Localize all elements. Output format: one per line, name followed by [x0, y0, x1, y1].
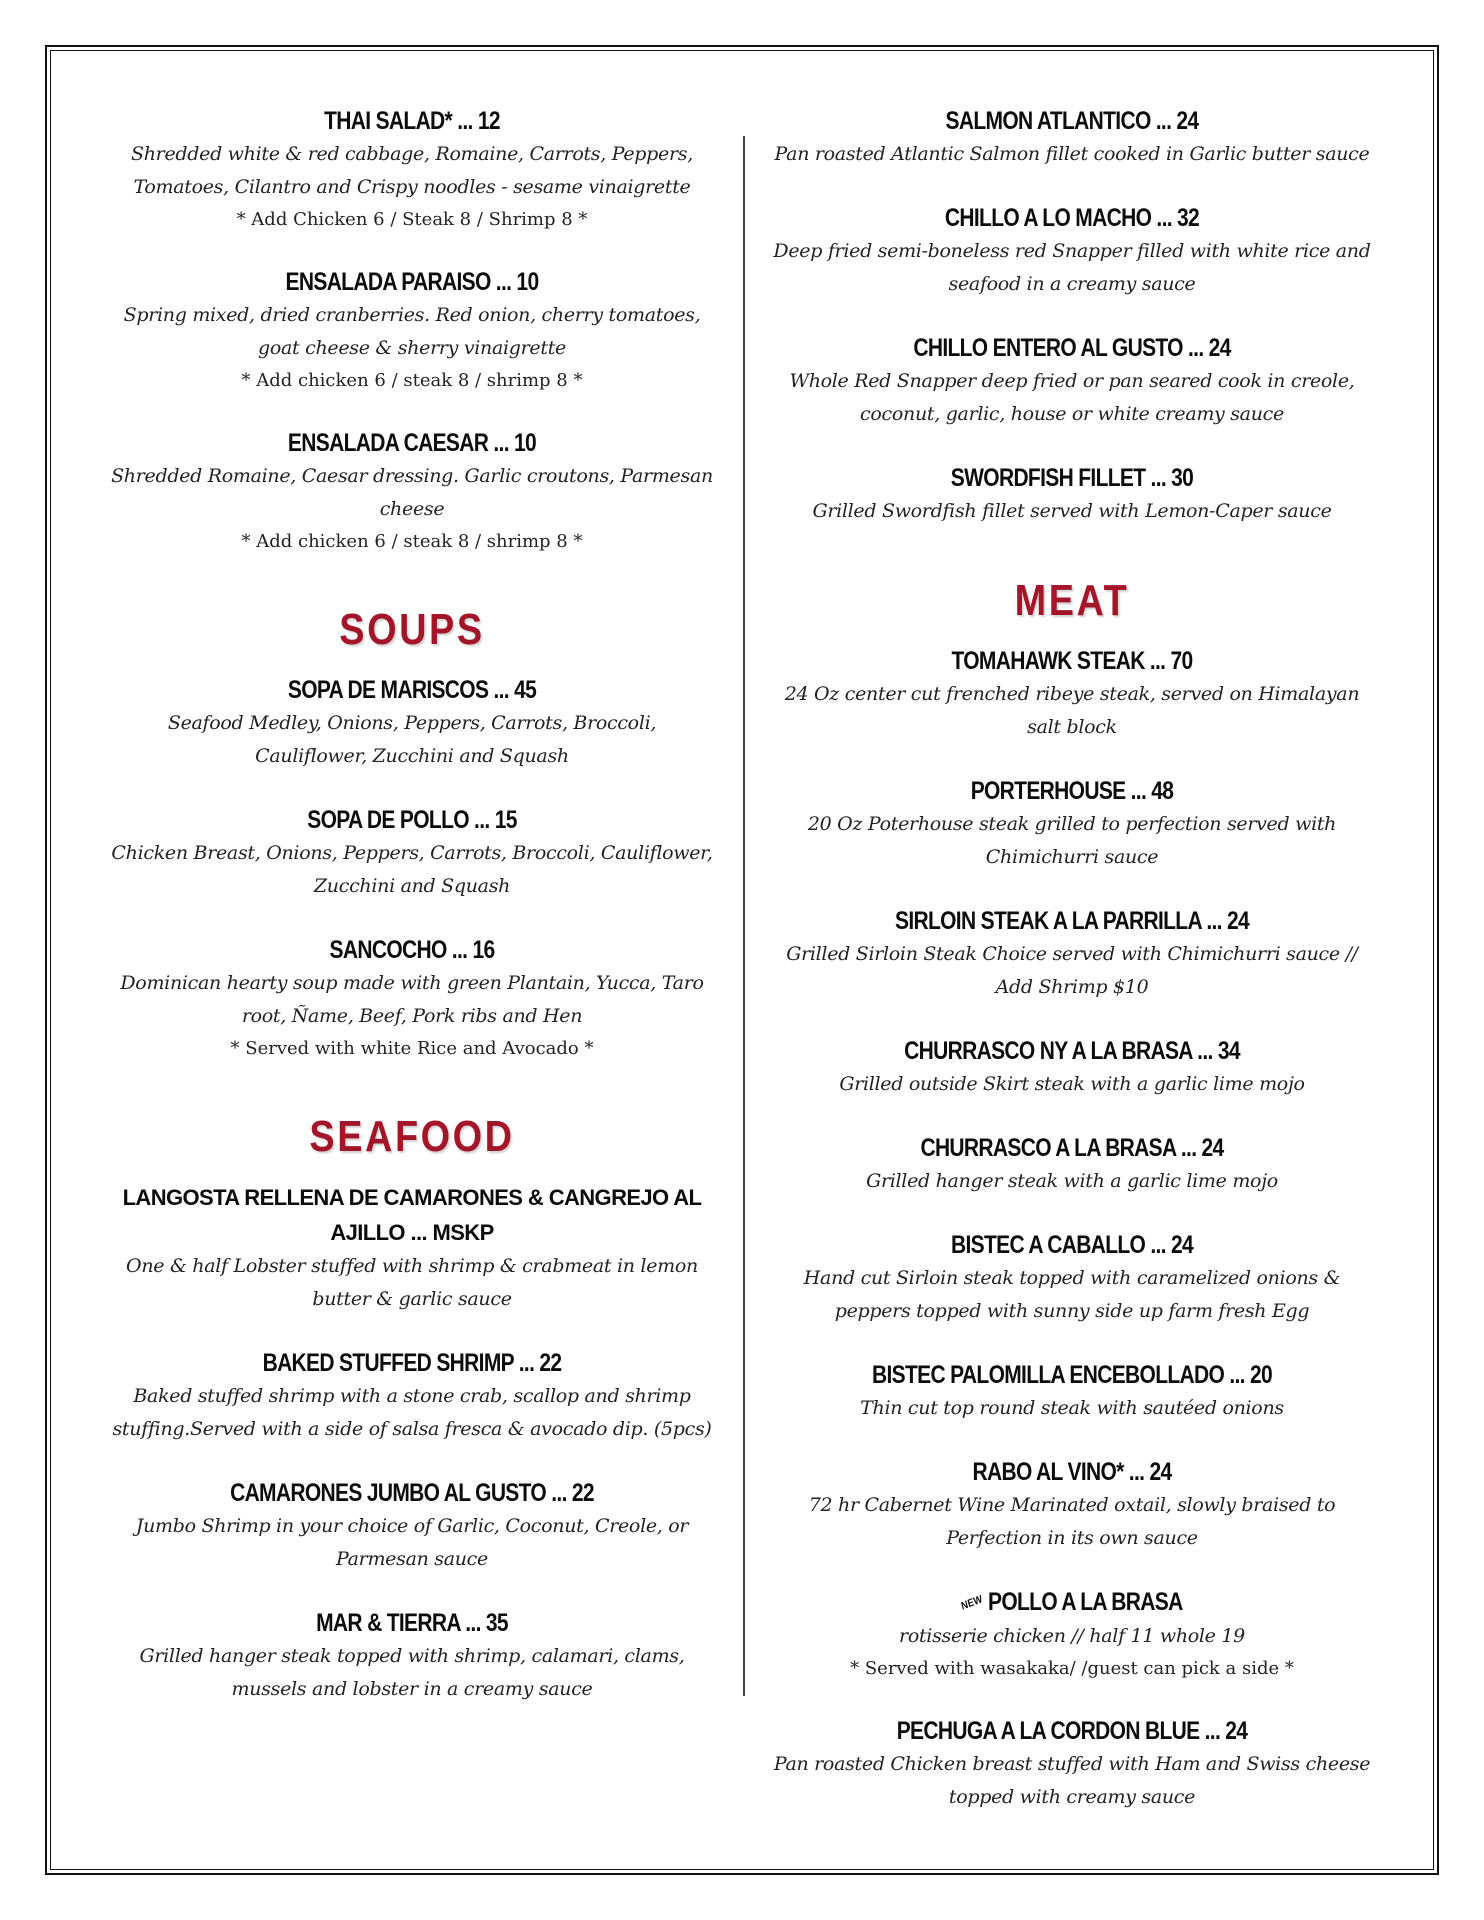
- item-description: rotisserie chicken // half 11 whole 19: [899, 1625, 1245, 1648]
- item-description: Grilled Swordfish fillet served with Lemon-Caper sauce: [812, 500, 1332, 522]
- menu-item: [110, 933, 714, 1064]
- section-title-meat: MEAT: [1014, 576, 1130, 625]
- item-name: CHILLO A LO MACHO ... 32: [944, 204, 1200, 232]
- item-description: Shredded white & red cabbage, Romaine, Carrots, Peppers, Tomatoes, Cilantro and Crispy noodles - sesame vinaigrette: [131, 143, 693, 198]
- item-name: ENSALADA CAESAR ... 10: [287, 429, 537, 457]
- item-description: Grilled Sirloin Steak Choice served with Chimichurri sauce // Add Shrimp $10: [786, 943, 1358, 998]
- item-description: 20 Oz Poterhouse steak grilled to perfection served with Chimichurri sauce: [807, 813, 1337, 868]
- menu-item: [770, 1455, 1374, 1555]
- item-name: CAMARONES JUMBO AL GUSTO ... 22: [230, 1479, 594, 1507]
- item-name: PECHUGA A LA CORDON BLUE ... 24: [896, 1717, 1248, 1746]
- item-description: 72 hr Cabernet Wine Marinated oxtail, slowly braised to Perfection in its own sauce: [808, 1494, 1336, 1549]
- item-description: Pan roasted Atlantic Salmon fillet cooked in Garlic butter sauce: [774, 143, 1370, 165]
- item-name: SOPA DE POLLO ... 15: [307, 806, 517, 834]
- item-name: LANGOSTA RELLENA DE CAMARONES & CANGREJO AL AJILLO ... MSKP: [122, 1185, 702, 1245]
- item-name: PORTERHOUSE ... 48: [970, 777, 1174, 805]
- item-note: * Add Chicken 6 / Steak 8 / Shrimp 8 *: [236, 209, 588, 230]
- new-badge: NEW: [960, 1593, 985, 1614]
- item-description: Baked stuffed shrimp with a stone crab, scallop and shrimp stuffing.Served with a side of salsa fresca & avocado dip. (5pcs): [112, 1385, 712, 1440]
- left-column: [110, 104, 714, 1736]
- item-name: SALMON ATLANTICO ... 24: [945, 107, 1199, 135]
- menu-item: [770, 461, 1374, 528]
- item-description: Spring mixed, dried cranberries. Red onion, cherry tomatoes, goat cheese & sherry vinaigrette: [123, 304, 701, 359]
- item-description: Pan roasted Chicken breast stuffed with Ham and Swiss cheese topped with creamy sauce: [773, 1753, 1371, 1809]
- menu-item: [110, 673, 714, 773]
- menu-item: [770, 104, 1374, 171]
- item-description: Seafood Medley, Onions, Peppers, Carrots, Broccoli, Cauliflower, Zucchini and Squash: [167, 712, 657, 767]
- item-description: Deep fried semi-boneless red Snapper filled with white rice and seafood in a creamy sauce: [773, 240, 1371, 295]
- item-name: BISTEC A CABALLO ... 24: [950, 1231, 1193, 1259]
- item-note: * Served with wasakaka/ /guest can pick a side *: [850, 1658, 1294, 1680]
- item-description: 24 Oz center cut frenched ribeye steak, served on Himalayan salt block: [784, 683, 1360, 738]
- item-name: THAI SALAD* ... 12: [324, 107, 500, 135]
- column-divider: [743, 136, 745, 1696]
- menu-item: [770, 1131, 1374, 1198]
- menu-item: [110, 1180, 714, 1316]
- menu-item: [110, 1476, 714, 1576]
- item-name: SIRLOIN STEAK A LA PARRILLA ... 24: [894, 907, 1250, 935]
- item-name: SOPA DE MARISCOS ... 45: [287, 676, 537, 704]
- menu-item: [770, 1034, 1374, 1101]
- section-title-soups: SOUPS: [339, 605, 485, 654]
- item-description: Whole Red Snapper deep fried or pan seared cook in creole, coconut, garlic, house or white creamy sauce: [789, 370, 1355, 425]
- menu-item: [110, 426, 714, 557]
- menu-item: [770, 774, 1374, 874]
- item-note: * Add chicken 6 / steak 8 / shrimp 8 *: [241, 531, 583, 552]
- item-name: POLLO A LA BRASA: [988, 1588, 1183, 1616]
- menu-item: [110, 265, 714, 396]
- item-name: MAR & TIERRA ... 35: [316, 1609, 508, 1637]
- item-description: Grilled outside Skirt steak with a garlic lime mojo: [839, 1073, 1305, 1095]
- item-name: RABO AL VINO* ... 24: [972, 1458, 1172, 1486]
- menu-item: [770, 644, 1374, 744]
- menu-item: [770, 1228, 1374, 1328]
- item-name: CHILLO ENTERO AL GUSTO ... 24: [913, 334, 1231, 362]
- menu-item: [770, 904, 1374, 1004]
- item-name: BISTEC PALOMILLA ENCEBOLLADO ... 20: [872, 1361, 1272, 1389]
- item-name: CHURRASCO NY A LA BRASA ... 34: [904, 1037, 1240, 1065]
- item-description: Dominican hearty soup made with green Plantain, Yucca, Taro root, Ñame, Beef, Pork ribs and Hen: [120, 972, 704, 1027]
- item-name: SANCOCHO ... 16: [329, 936, 495, 964]
- item-description: Chicken Breast, Onions, Peppers, Carrots, Broccoli, Cauliflower, Zucchini and Squash: [111, 842, 713, 897]
- menu-item: [770, 1585, 1374, 1684]
- menu-item: [770, 1358, 1374, 1425]
- item-description: Hand cut Sirloin steak topped with caramelized onions & peppers topped with sunny side up farm fresh Egg: [803, 1267, 1341, 1322]
- item-description: Shredded Romaine, Caesar dressing. Garlic croutons, Parmesan cheese: [111, 465, 713, 520]
- item-description: Jumbo Shrimp in your choice of Garlic, Coconut, Creole, or Parmesan sauce: [135, 1515, 689, 1570]
- item-name-row: [818, 1585, 1325, 1620]
- item-name: CHURRASCO A LA BRASA ... 24: [920, 1134, 1224, 1162]
- item-description: One & half Lobster stuffed with shrimp & crabmeat in lemon butter & garlic sauce: [126, 1255, 698, 1310]
- item-name: BAKED STUFFED SHRIMP ... 22: [262, 1349, 562, 1377]
- item-description: Thin cut top round steak with sautéed onions: [860, 1397, 1284, 1419]
- menu-item: [770, 201, 1374, 301]
- item-note: * Add chicken 6 / steak 8 / shrimp 8 *: [241, 370, 583, 391]
- item-description: Grilled hanger steak topped with shrimp, calamari, clams, mussels and lobster in a creamy sauce: [139, 1645, 685, 1700]
- menu-item: [110, 1346, 714, 1446]
- item-name: TOMAHAWK STEAK ... 70: [951, 647, 1193, 675]
- menu-item: [110, 803, 714, 903]
- menu-item: [770, 1714, 1374, 1814]
- section-title-seafood: SEAFOOD: [309, 1112, 515, 1161]
- item-name: SWORDFISH FILLET ... 30: [950, 464, 1194, 492]
- item-description: Grilled hanger steak with a garlic lime mojo: [866, 1170, 1278, 1192]
- menu-item: [770, 331, 1374, 431]
- menu-item: [110, 104, 714, 235]
- item-note: * Served with white Rice and Avocado *: [230, 1038, 594, 1059]
- menu-item: [110, 1606, 714, 1706]
- right-column: [770, 104, 1374, 1844]
- item-name: ENSALADA PARAISO ... 10: [285, 268, 539, 296]
